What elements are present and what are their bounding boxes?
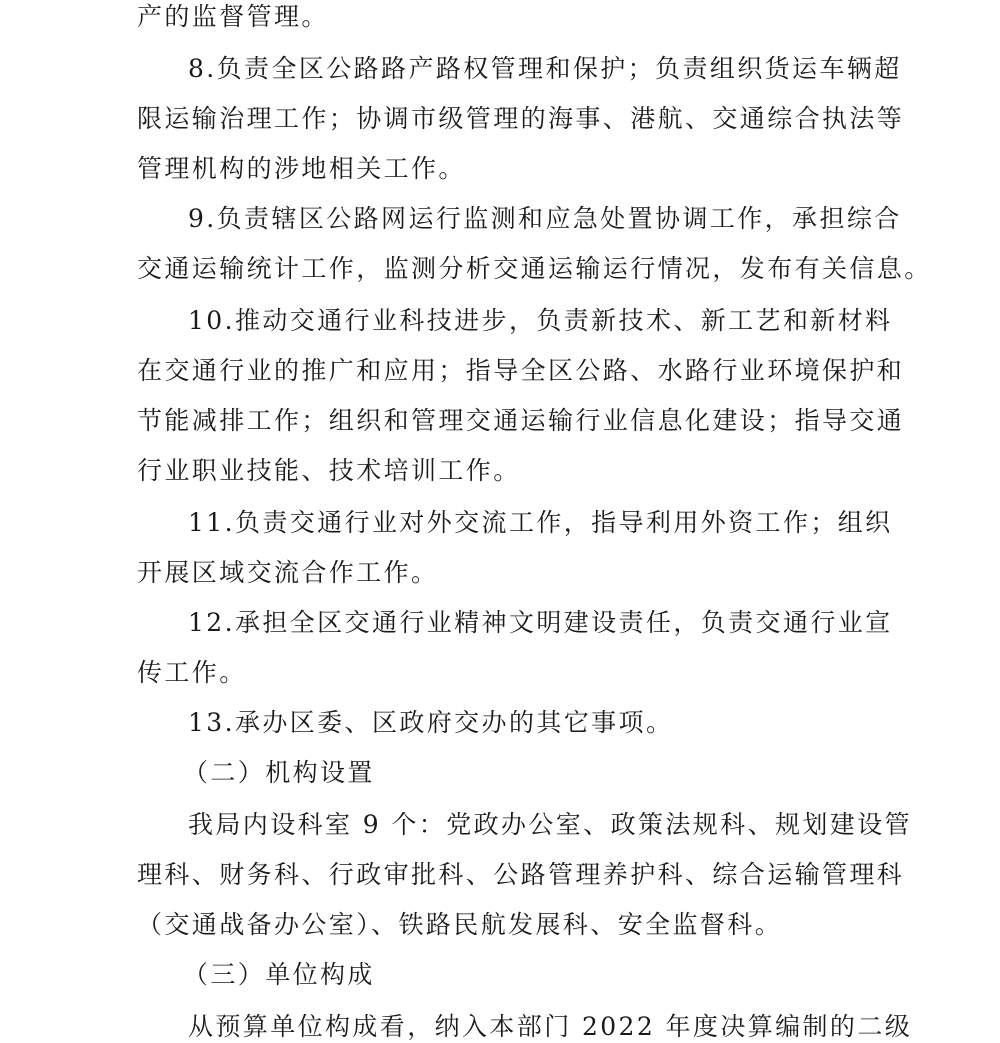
text-line: 行业职业技能、技术培训工作。 xyxy=(137,456,521,485)
section-heading-units: （三）单位构成 xyxy=(183,960,375,989)
text-line: 管理机构的涉地相关工作。 xyxy=(137,154,466,183)
paragraph-item-12: 12.承担全区交通行业精神文明建设责任，负责交通行业宣 xyxy=(188,608,893,637)
text-line: 交通运输统计工作，监测分析交通运输运行情况，发布有关信息。 xyxy=(137,254,932,283)
text-line: 开展区域交流合作工作。 xyxy=(137,558,439,587)
text-line: 传工作。 xyxy=(137,658,247,687)
paragraph-item-9: 9.负责辖区公路网运行监测和应急处置协调工作，承担综合 xyxy=(188,204,902,233)
paragraph-item-11: 11.负责交通行业对外交流工作，指导利用外资工作；组织 xyxy=(188,508,893,537)
paragraph-item-10: 10.推动交通行业科技进步，负责新技术、新工艺和新材料 xyxy=(188,306,893,335)
text-line: 理科、财务科、行政审批科、公路管理养护科、综合运输管理科 xyxy=(137,860,905,889)
paragraph-departments: 我局内设科室 9 个：党政办公室、政策法规科、规划建设管 xyxy=(188,810,913,839)
text-line: 节能减排工作；组织和管理交通运输行业信息化建设；指导交通 xyxy=(137,406,905,435)
text-line: 在交通行业的推广和应用；指导全区公路、水路行业环境保护和 xyxy=(137,356,905,385)
paragraph-item-13: 13.承办区委、区政府交办的其它事项。 xyxy=(188,708,674,737)
text-line: 限运输治理工作；协调市级管理的海事、港航、交通综合执法等 xyxy=(137,104,905,133)
section-heading-organization: （二）机构设置 xyxy=(183,758,375,787)
paragraph-item-8: 8.负责全区公路路产路权管理和保护；负责组织货运车辆超 xyxy=(188,54,902,83)
paragraph-budget-units: 从预算单位构成看，纳入本部门 2022 年度决算编制的二级 xyxy=(188,1012,913,1041)
text-line: 产的监督管理。 xyxy=(137,2,329,31)
text-line: （交通战备办公室）、铁路民航发展科、安全监督科。 xyxy=(137,910,783,939)
